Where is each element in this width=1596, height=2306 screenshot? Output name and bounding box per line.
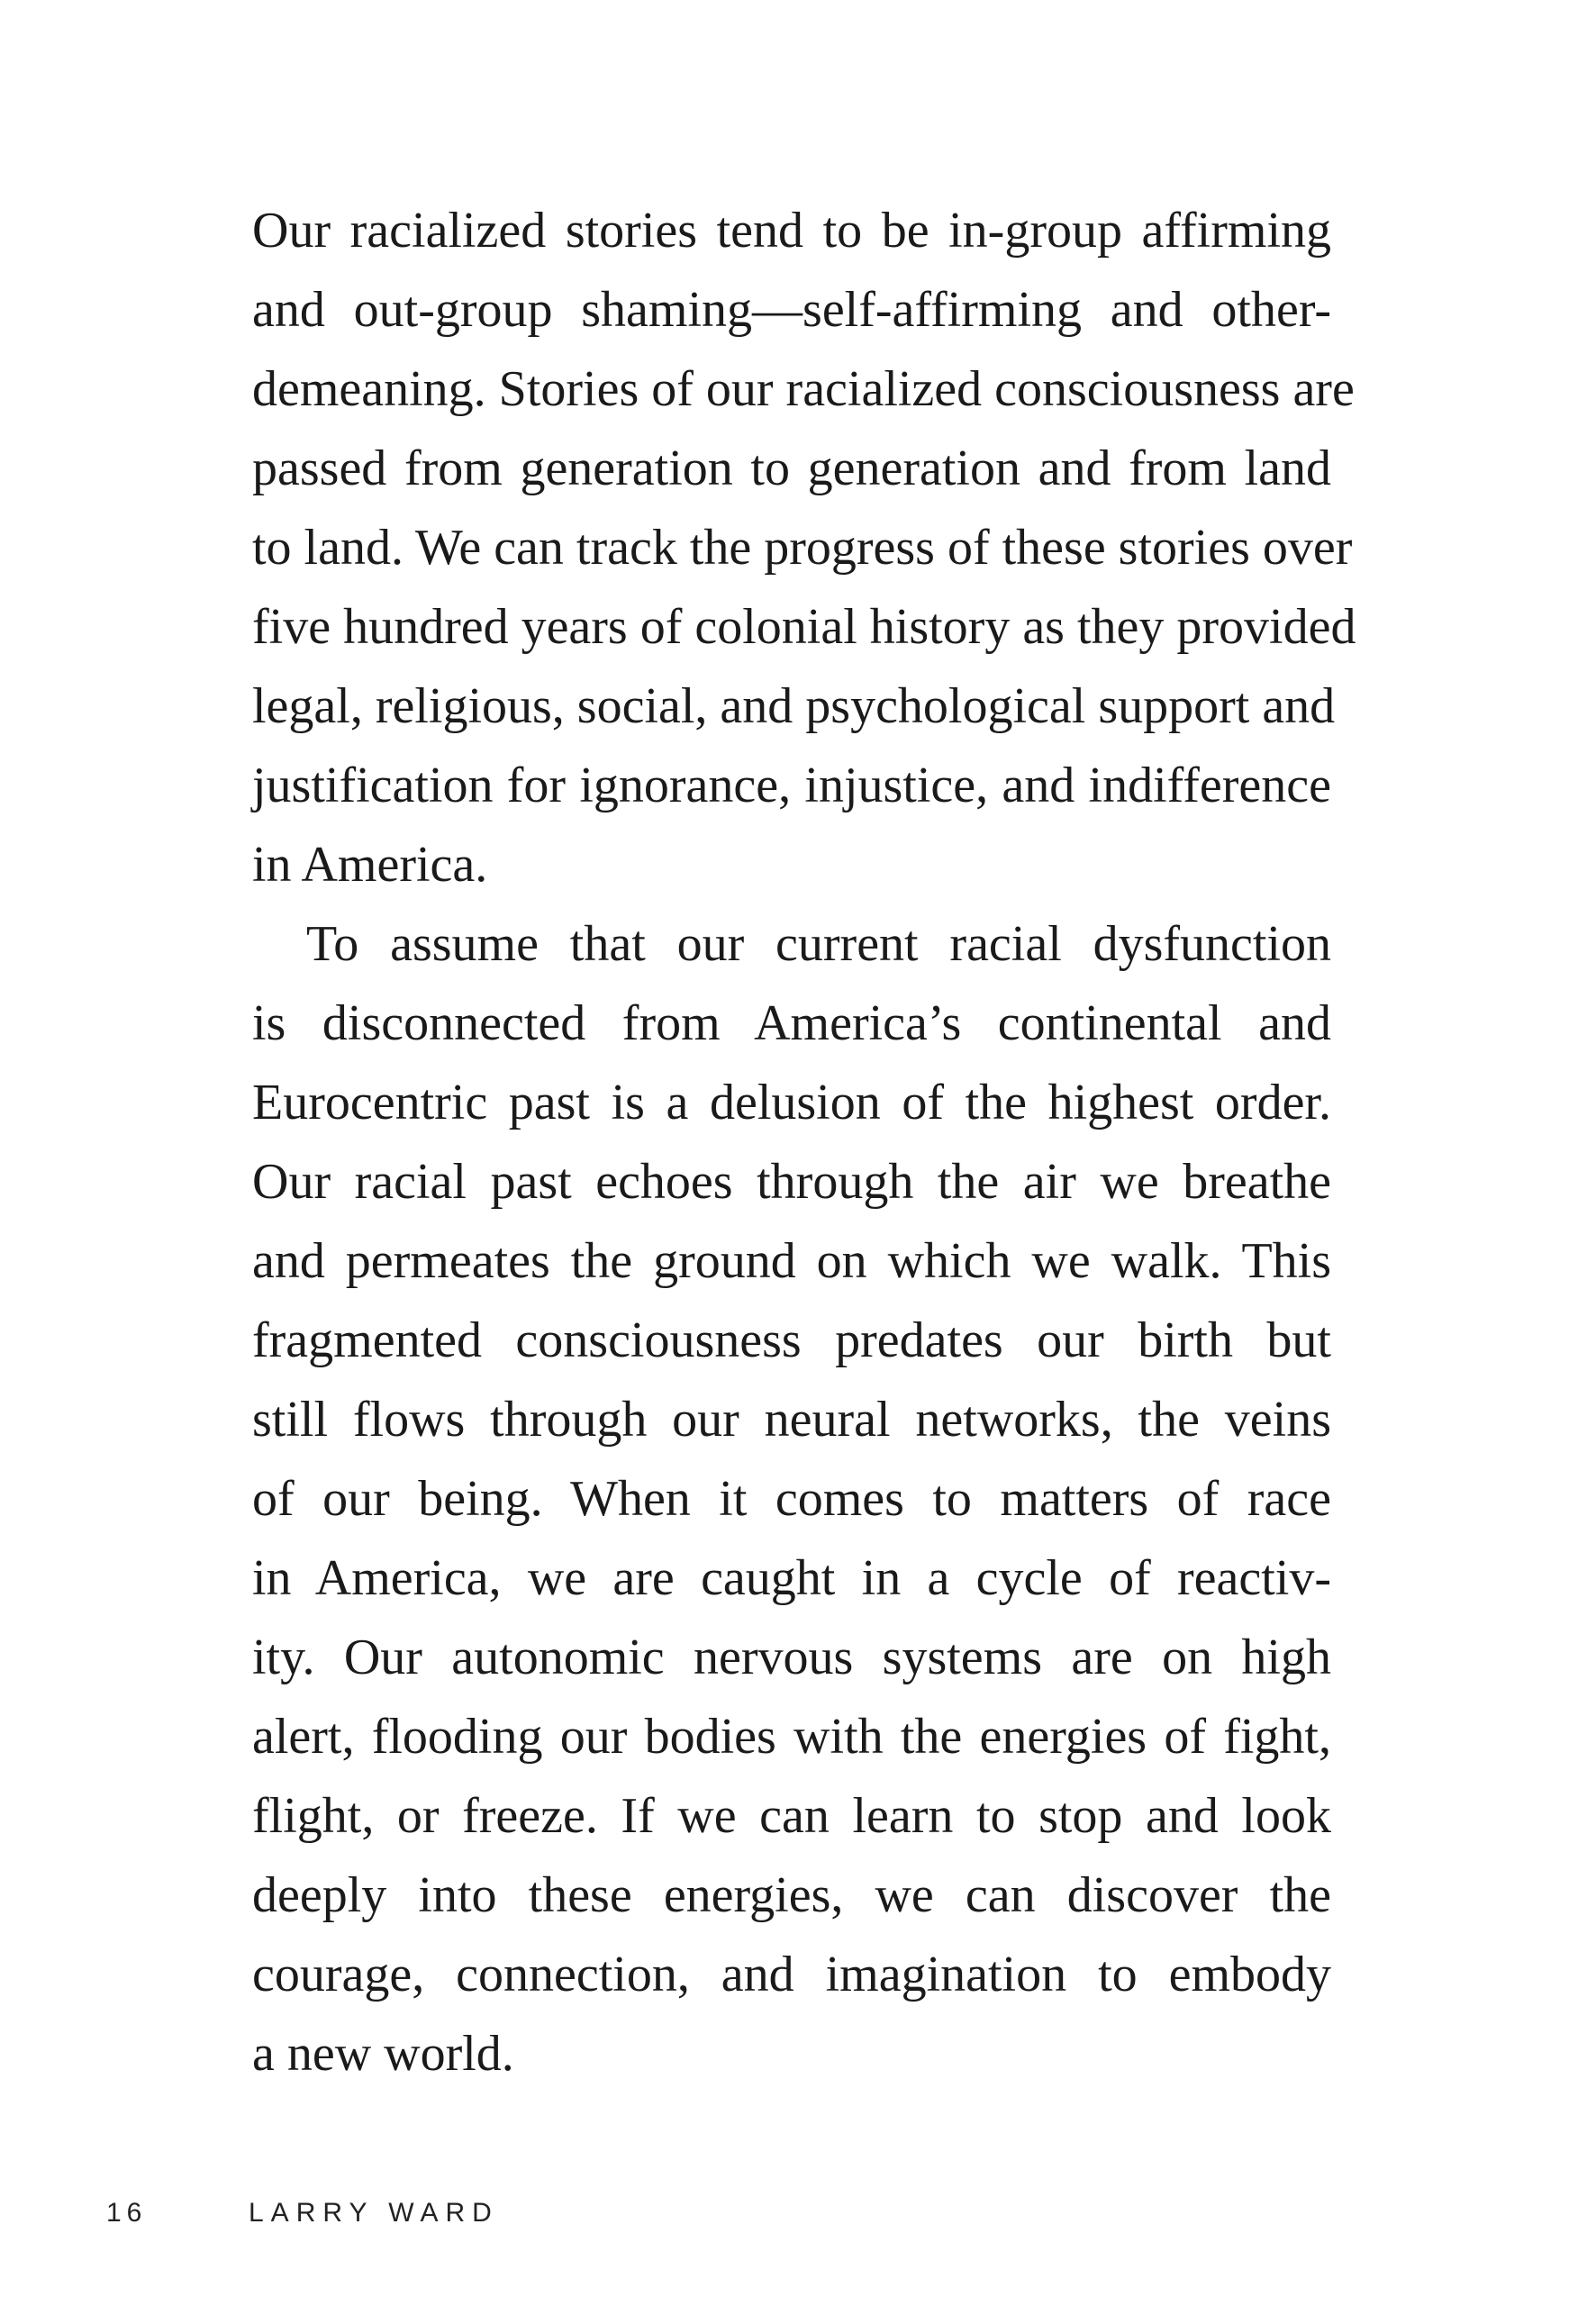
text-line: deeply into these energies, we can discover the xyxy=(252,1867,1331,1923)
text-line: ity. Our autonomic nervous systems are on high xyxy=(252,1630,1331,1685)
text-line: Our racialized stories tend to be in-group affirming xyxy=(252,203,1331,259)
text-line: in America. xyxy=(252,837,488,893)
text-line: and permeates the ground on which we walk. This xyxy=(252,1233,1331,1289)
text-line: to land. We can track the progress of these stories over xyxy=(252,520,1353,576)
text-line: Our racial past echoes through the air we breathe xyxy=(252,1154,1331,1210)
text-line: To assume that our current racial dysfunction xyxy=(306,916,1331,972)
text-line: demeaning. Stories of our racialized consciousness are xyxy=(252,361,1355,417)
text-line: is disconnected from America’s continental and xyxy=(252,995,1331,1051)
text-line: and out-group shaming—self-affirming and other- xyxy=(252,282,1331,338)
text-line: in America, we are caught in a cycle of reactiv- xyxy=(252,1550,1331,1606)
text-line: passed from generation to generation and from land xyxy=(252,440,1331,496)
page-number: 16 xyxy=(106,2198,148,2228)
text-line: flight, or freeze. If we can learn to stop and look xyxy=(252,1788,1331,1844)
page-footer xyxy=(0,2198,1596,2243)
paragraph-2 xyxy=(252,904,1331,2093)
text-line: a new world. xyxy=(252,2026,514,2082)
text-line: legal, religious, social, and psychological support and xyxy=(252,678,1336,734)
paragraph-1 xyxy=(252,191,1356,904)
body-text xyxy=(252,191,1356,2093)
text-line: alert, flooding our bodies with the energies of fight, xyxy=(252,1709,1331,1765)
text-line: of our being. When it comes to matters of race xyxy=(252,1471,1331,1527)
text-line: five hundred years of colonial history as they provided xyxy=(252,599,1356,655)
running-head-author: LARRY WARD xyxy=(249,2198,499,2228)
text-line: fragmented consciousness predates our birth but xyxy=(252,1312,1331,1368)
text-line: justification for ignorance, injustice, and indifference xyxy=(252,758,1331,813)
text-line: still flows through our neural networks, the veins xyxy=(252,1392,1331,1448)
text-line: courage, connection, and imagination to embody xyxy=(252,1947,1331,2002)
text-line: Eurocentric past is a delusion of the highest order. xyxy=(252,1075,1331,1130)
